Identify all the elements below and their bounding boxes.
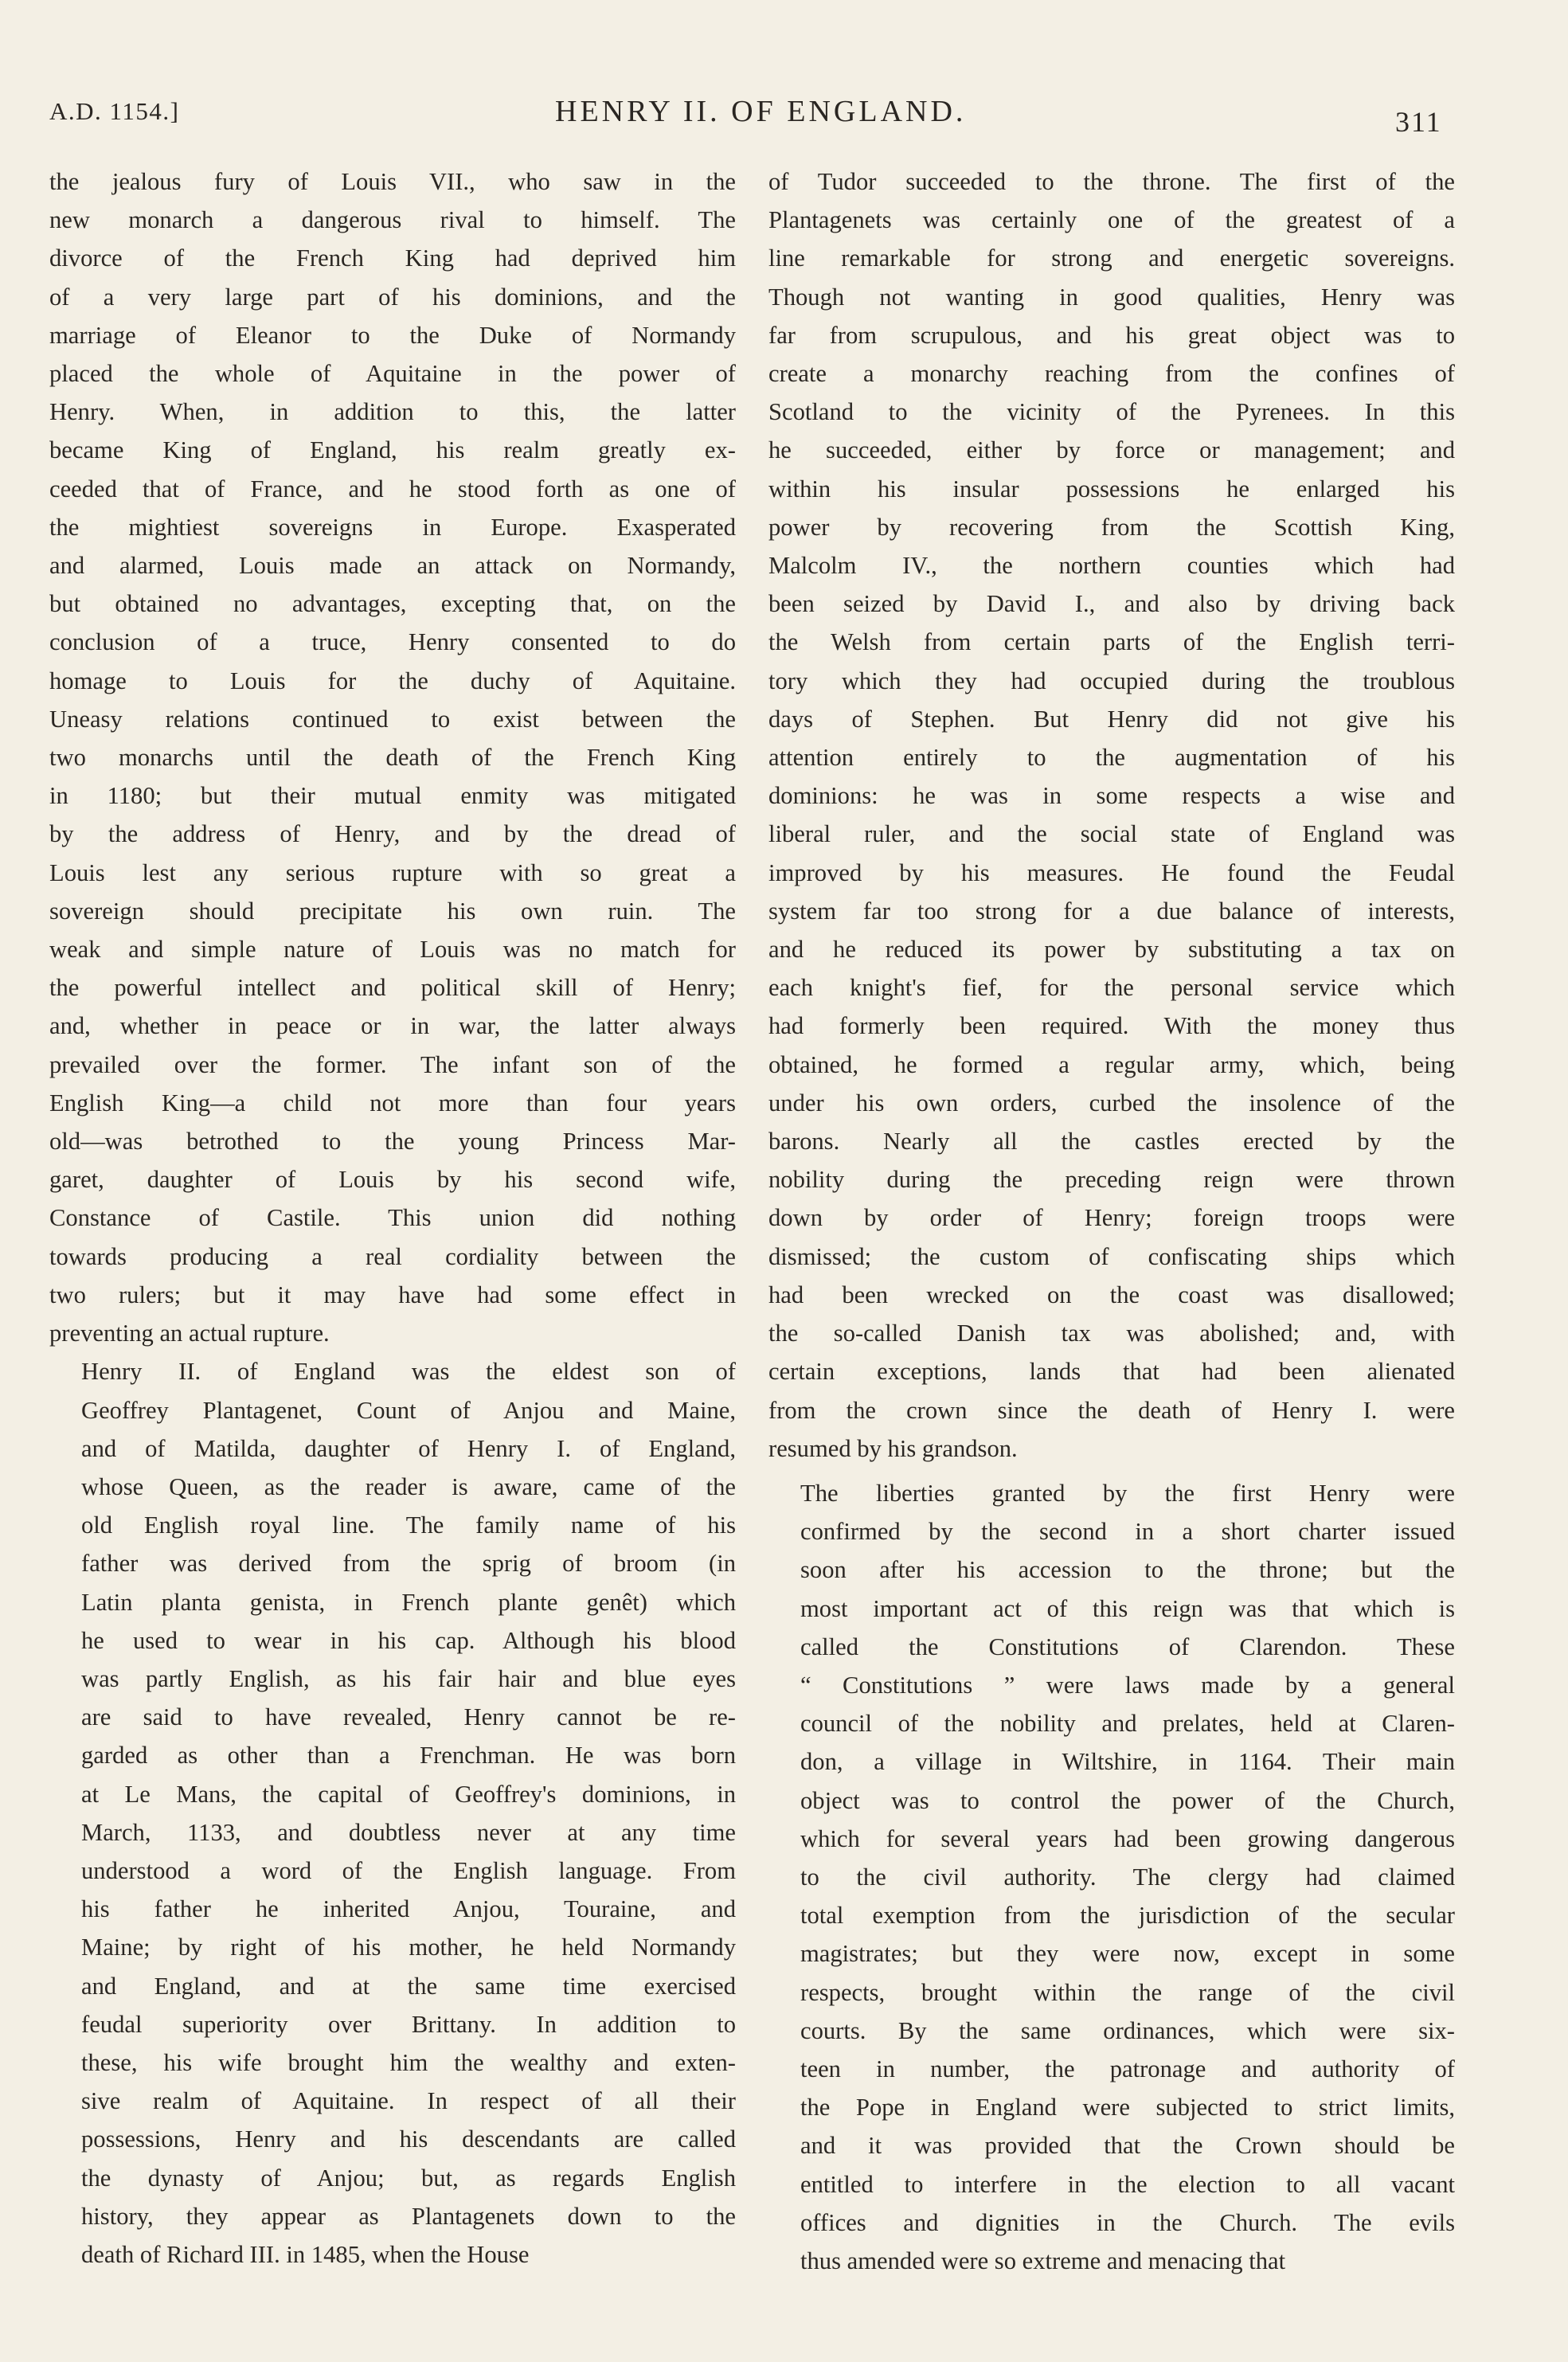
text-line: was partly English, as his fair hair and blue eyes (81, 1664, 736, 1692)
text-line: Louis lest any serious rupture with so great a (49, 858, 736, 886)
text-line: old—was betrothed to the young Princess Mar- (49, 1128, 736, 1156)
text-line: called the Constitutions of Clarendon. These (800, 1633, 1455, 1660)
text-line: magistrates; but they were now, except in some (800, 1940, 1455, 1968)
text-line: in 1180; but their mutual enmity was mitigated (49, 782, 736, 810)
text-line: the powerful intellect and political skill of Henry; (49, 974, 736, 1002)
text-line: soon after his accession to the throne; but the (800, 1556, 1455, 1584)
text-line: Uneasy relations continued to exist between the (49, 705, 736, 733)
text-line: Scotland to the vicinity of the Pyrenees. In this (768, 398, 1455, 426)
text-line: garet, daughter of Louis by his second wife, (49, 1166, 736, 1194)
text-line: Maine; by right of his mother, he held Normandy (81, 1934, 736, 1961)
text-line: liberal ruler, and the social state of England was (768, 820, 1455, 848)
text-line: he succeeded, either by force or management; and (768, 436, 1455, 464)
text-line: father was derived from the sprig of broom (in (81, 1550, 736, 1578)
text-line: from the crown since the death of Henry I. were (768, 1396, 1455, 1424)
text-line: marriage of Eleanor to the Duke of Normandy (49, 321, 736, 349)
text-line: which for several years had been growing dangerous (800, 1824, 1455, 1852)
text-line: are said to have revealed, Henry cannot be re- (81, 1703, 736, 1731)
text-line: down by order of Henry; foreign troops were (768, 1204, 1455, 1232)
text-line: courts. By the same ordinances, which were six- (800, 2016, 1455, 2044)
text-line: nobility during the preceding reign were thrown (768, 1166, 1455, 1194)
text-line: these, his wife brought him the wealthy and exten- (81, 2048, 736, 2076)
text-line: system far too strong for a due balance of interests, (768, 897, 1455, 925)
text-line: create a monarchy reaching from the confines of (768, 360, 1455, 388)
text-line: homage to Louis for the duchy of Aquitaine. (49, 667, 736, 694)
text-line: death of Richard III. in 1485, when the House (81, 2240, 530, 2268)
text-line: of a very large part of his dominions, and the (49, 283, 736, 311)
text-line: obtained, he formed a regular army, which, being (768, 1050, 1455, 1078)
paragraph (49, 162, 736, 1352)
text-line: Latin planta genista, in French plante genêt) which (81, 1588, 736, 1616)
text-line: whose Queen, as the reader is aware, came of the (81, 1472, 736, 1500)
text-line: object was to control the power of the Church, (800, 1786, 1455, 1814)
text-line: the mightiest sovereigns in Europe. Exasperated (49, 513, 736, 541)
text-line: teen in number, the patronage and authority of (800, 2055, 1455, 2082)
text-line: to the civil authority. The clergy had claimed (800, 1863, 1455, 1891)
text-line: Geoffrey Plantagenet, Count of Anjou and Maine, (81, 1396, 736, 1424)
text-line: Henry. When, in addition to this, the latter (49, 398, 736, 426)
text-line: most important act of this reign was that which is (800, 1594, 1455, 1622)
text-line: the so-called Danish tax was abolished; and, with (768, 1320, 1455, 1347)
header-title: HENRY II. OF ENGLAND. (555, 95, 967, 128)
text-line: certain exceptions, lands that had been alienated (768, 1358, 1455, 1386)
text-line: confirmed by the second in a short charter issued (800, 1518, 1455, 1546)
header-date: A.D. 1154.] (49, 97, 180, 125)
text-line: improved by his measures. He found the Feudal (768, 858, 1455, 886)
text-line: towards producing a real cordiality between the (49, 1242, 736, 1270)
text-line: understood a word of the English language. From (81, 1856, 736, 1884)
text-line: two rulers; but it may have had some effect in (49, 1281, 736, 1308)
text-line: “ Constitutions ” were laws made by a general (800, 1671, 1455, 1699)
text-line: barons. Nearly all the castles erected by the (768, 1128, 1455, 1156)
text-line: the jealous fury of Louis VII., who saw in the (49, 168, 736, 195)
text-line: feudal superiority over Brittany. In addition to (81, 2010, 736, 2038)
text-line: offices and dignities in the Church. The evils (800, 2208, 1455, 2236)
text-line: entitled to interfere in the election to all vacant (800, 2170, 1455, 2198)
text-line: weak and simple nature of Louis was no match for (49, 936, 736, 964)
text-line: line remarkable for strong and energetic sovereigns. (768, 244, 1455, 272)
text-line: and he reduced its power by substituting a tax on (768, 936, 1455, 964)
paragraph (768, 162, 1455, 1468)
text-line: the dynasty of Anjou; but, as regards English (81, 2164, 736, 2192)
text-line: his father he inherited Anjou, Touraine, and (81, 1895, 736, 1923)
text-line: two monarchs until the death of the French King (49, 744, 736, 772)
text-line: dismissed; the custom of confiscating ships which (768, 1242, 1455, 1270)
text-line: Henry II. of England was the eldest son of (81, 1358, 736, 1386)
text-line: March, 1133, and doubtless never at any time (81, 1818, 736, 1846)
text-line: and, whether in peace or in war, the latter always (49, 1012, 736, 1040)
text-line: possessions, Henry and his descendants are called (81, 2125, 736, 2153)
text-line: council of the nobility and prelates, held at Claren- (800, 1710, 1455, 1738)
text-line: sovereign should precipitate his own ruin. The (49, 897, 736, 925)
text-line: days of Stephen. But Henry did not give his (768, 705, 1455, 733)
left-column (49, 162, 736, 2274)
text-line: under his own orders, curbed the insolence of the (768, 1089, 1455, 1116)
text-line: at Le Mans, the capital of Geoffrey's dominions, in (81, 1780, 736, 1808)
text-line: of Tudor succeeded to the throne. The first of the (768, 168, 1455, 195)
text-line: divorce of the French King had deprived him (49, 244, 736, 272)
text-line: conclusion of a truce, Henry consented to do (49, 628, 736, 656)
text-line: attention entirely to the augmentation of his (768, 744, 1455, 772)
text-line: resumed by his grandson. (768, 1434, 1018, 1462)
text-line: each knight's fief, for the personal service which (768, 974, 1455, 1002)
text-line: but obtained no advantages, excepting that, on the (49, 590, 736, 618)
text-line: and England, and at the same time exercised (81, 1972, 736, 2000)
text-line: tory which they had occupied during the troublous (768, 667, 1455, 694)
text-line: power by recovering from the Scottish King, (768, 513, 1455, 541)
text-line: old English royal line. The family name of his (81, 1511, 736, 1539)
text-line: respects, brought within the range of the civil (800, 1978, 1455, 2006)
paragraph (768, 1474, 1455, 2280)
text-line: and alarmed, Louis made an attack on Normandy, (49, 552, 736, 580)
text-line: had been wrecked on the coast was disallowed; (768, 1281, 1455, 1308)
text-line: the Pope in England were subjected to strict limits, (800, 2094, 1455, 2121)
text-line: Malcolm IV., the northern counties which had (768, 552, 1455, 580)
text-line: garded as other than a Frenchman. He was born (81, 1742, 736, 1770)
text-line: new monarch a dangerous rival to himself. The (49, 206, 736, 234)
text-line: far from scrupulous, and his great object was to (768, 321, 1455, 349)
text-line: prevailed over the former. The infant son of the (49, 1050, 736, 1078)
text-line: English King—a child not more than four years (49, 1089, 736, 1116)
text-line: by the address of Henry, and by the dread of (49, 820, 736, 848)
text-line: dominions: he was in some respects a wise and (768, 782, 1455, 810)
text-line: The liberties granted by the first Henry were (800, 1479, 1455, 1507)
text-line: and it was provided that the Crown should be (800, 2132, 1455, 2160)
text-line: Constance of Castile. This union did nothing (49, 1204, 736, 1232)
right-column (768, 162, 1455, 2280)
paragraph (49, 1352, 736, 2274)
text-line: became King of England, his realm greatly ex- (49, 436, 736, 464)
text-line: total exemption from the jurisdiction of the secular (800, 1902, 1455, 1930)
text-line: don, a village in Wiltshire, in 1164. Their main (800, 1748, 1455, 1776)
text-line: and of Matilda, daughter of Henry I. of England, (81, 1434, 736, 1462)
running-head (49, 89, 1451, 137)
text-line: ceeded that of France, and he stood forth as one of (49, 475, 736, 503)
text-line: history, they appear as Plantagenets down to the (81, 2202, 736, 2230)
text-line: Plantagenets was certainly one of the greatest of a (768, 206, 1455, 234)
text-line: the Welsh from certain parts of the English terri- (768, 628, 1455, 656)
text-line: preventing an actual rupture. (49, 1320, 330, 1347)
text-line: he used to wear in his cap. Although his blood (81, 1626, 736, 1654)
text-line: within his insular possessions he enlarged his (768, 475, 1455, 503)
page-number: 311 (1395, 106, 1442, 138)
text-line: Though not wanting in good qualities, Henry was (768, 283, 1455, 311)
text-line: placed the whole of Aquitaine in the power of (49, 360, 736, 388)
text-line: had formerly been required. With the money thus (768, 1012, 1455, 1040)
text-line: been seized by David I., and also by driving back (768, 590, 1455, 618)
text-line: sive realm of Aquitaine. In respect of all their (81, 2087, 736, 2115)
text-line: thus amended were so extreme and menacing that (800, 2247, 1286, 2274)
